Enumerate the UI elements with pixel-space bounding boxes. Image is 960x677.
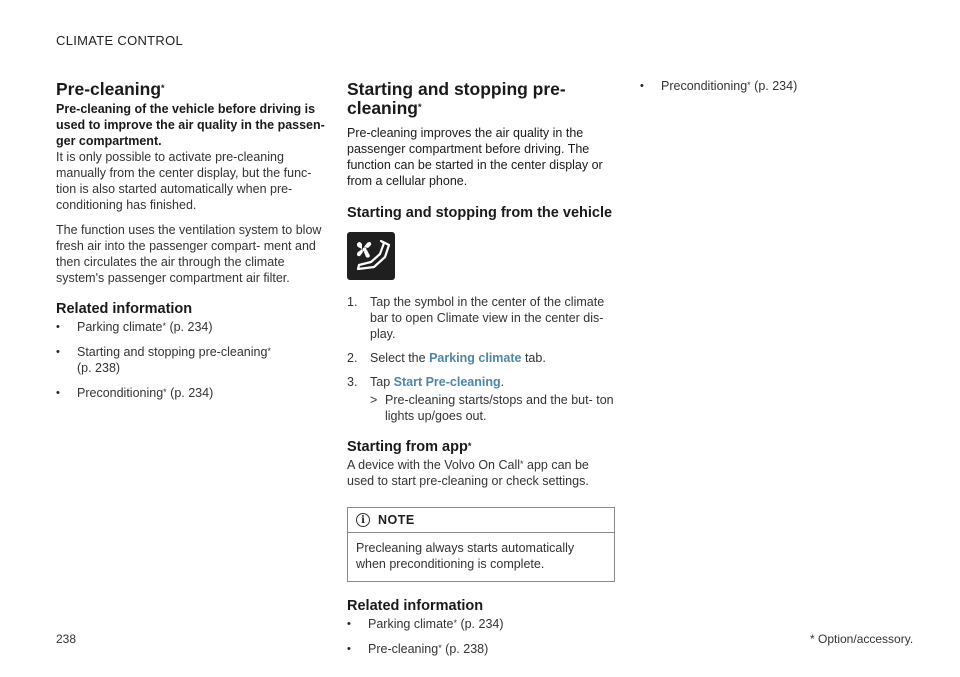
- related-list: [347, 616, 615, 657]
- related-heading: Related information: [56, 301, 193, 317]
- step-item: 2. Select the Parking climate tab.: [347, 351, 546, 365]
- intro-text: Pre-cleaning of the vehicle before driving is used to improve the air quality in the passen- ger compartment.: [56, 102, 325, 148]
- app-text: A device with the Volvo On Call* app can be used to start pre-cleaning or check settings.: [347, 458, 589, 488]
- column-start-stop: [347, 80, 615, 666]
- steps-list: [347, 294, 615, 390]
- subheading-from-app: Starting from app*: [347, 439, 472, 455]
- related-link[interactable]: • Pre-cleaning* (p. 238): [347, 641, 615, 657]
- related-heading: Related information: [347, 598, 484, 614]
- paragraph: It is only possible to activate pre-cleaning manually from the center display, but the func- tion is also started automatically when pre- conditioning has finished.: [56, 150, 312, 212]
- step-item: 3. Tap Start Pre-cleaning.: [347, 375, 505, 389]
- info-icon: i: [356, 513, 370, 527]
- step-result: > Pre-cleaning starts/stops and the but- ton lights up/goes out.: [370, 393, 614, 423]
- section-header: CLIMATE CONTROL: [56, 33, 184, 48]
- climate-fan-seat-icon: [347, 232, 395, 280]
- heading-pre-cleaning: Pre-cleaning*: [56, 79, 165, 99]
- related-link[interactable]: • Preconditioning* (p. 234): [56, 385, 326, 401]
- step-item: 1. Tap the symbol in the center of the climate bar to open Climate view in the center dis- play.: [347, 295, 605, 341]
- heading-start-stop: Starting and stopping pre- cleaning*: [347, 79, 566, 118]
- note-title: NOTE: [378, 513, 415, 527]
- intro-text: Pre-cleaning improves the air quality in the passenger compartment before driving. The function can be started in the center display or from a cellular phone.: [347, 126, 603, 188]
- related-link[interactable]: • Parking climate* (p. 234): [56, 319, 326, 335]
- related-list: [56, 319, 326, 401]
- note-body: Precleaning always starts automatically when preconditioning is complete.: [356, 541, 575, 571]
- footnote: * Option/accessory.: [810, 632, 914, 646]
- column-continued: [640, 78, 908, 103]
- start-pre-cleaning-button-label[interactable]: Start Pre-cleaning: [393, 375, 501, 389]
- related-link[interactable]: • Starting and stopping pre-cleaning* (p. 238): [56, 344, 326, 376]
- paragraph: The function uses the ventilation system to blow fresh air into the passenger compart- ment and then circulates the air through the climate system's passenger compartment air filter.: [56, 223, 322, 285]
- note-header: [348, 508, 614, 533]
- related-link[interactable]: • Preconditioning* (p. 234): [640, 78, 908, 94]
- column-pre-cleaning: [56, 80, 326, 410]
- related-link[interactable]: • Parking climate* (p. 234): [347, 616, 615, 632]
- related-list: [640, 78, 908, 94]
- note-box: [347, 507, 615, 582]
- parking-climate-tab-label[interactable]: Parking climate: [429, 351, 522, 365]
- page-number: 238: [56, 632, 77, 646]
- subheading-from-vehicle: Starting and stopping from the vehicle: [347, 205, 613, 221]
